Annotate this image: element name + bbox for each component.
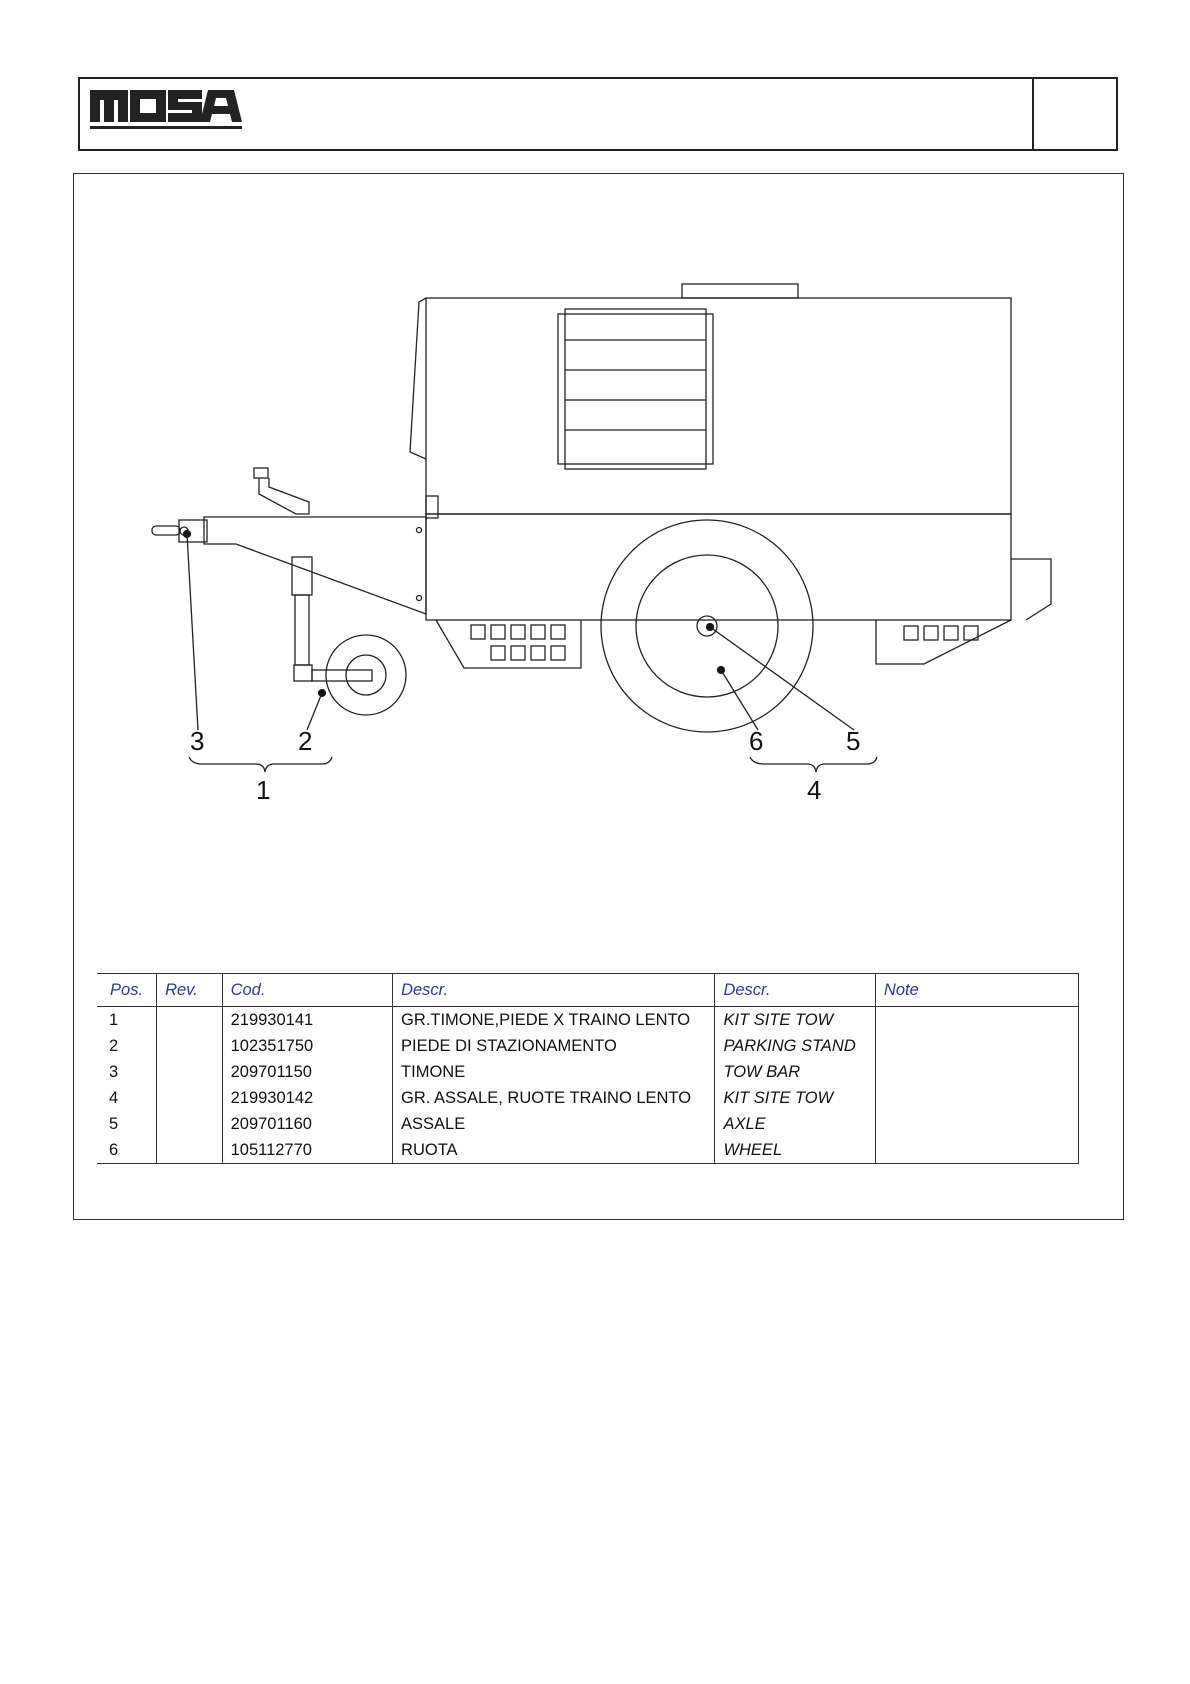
cell-rev bbox=[157, 1007, 223, 1034]
canopy-body bbox=[426, 298, 1011, 514]
cell-pos: 4 bbox=[109, 1088, 119, 1107]
cell-descr-it: RUOTA bbox=[393, 1137, 715, 1164]
header-rev: Rev. bbox=[157, 974, 223, 1007]
front-skid bbox=[436, 620, 581, 668]
cell-descr-en: AXLE bbox=[715, 1111, 875, 1137]
cell-cod: 209701160 bbox=[222, 1111, 392, 1137]
cell-rev bbox=[157, 1111, 223, 1137]
cell-cod: 209701150 bbox=[222, 1059, 392, 1085]
header-descr-en: Descr. bbox=[715, 974, 875, 1007]
trailer-drawing bbox=[74, 174, 1123, 854]
callout-4: 4 bbox=[807, 775, 822, 805]
cell-descr-en: TOW BAR bbox=[715, 1059, 875, 1085]
cell-rev bbox=[157, 1033, 223, 1059]
table-row bbox=[97, 1111, 1079, 1137]
cell-note bbox=[875, 1007, 1078, 1034]
cell-descr-it: GR. ASSALE, RUOTE TRAINO LENTO bbox=[393, 1085, 715, 1111]
cell-descr-it: PIEDE DI STAZIONAMENTO bbox=[393, 1033, 715, 1059]
rear-skid-slots bbox=[904, 626, 978, 640]
louvre-panel bbox=[558, 309, 713, 469]
cell-note bbox=[875, 1137, 1078, 1164]
front-skid-slots bbox=[471, 625, 565, 660]
cell-rev bbox=[157, 1059, 223, 1085]
cell-descr-en: PARKING STAND bbox=[715, 1033, 875, 1059]
callout-3: 3 bbox=[190, 726, 205, 756]
cell-descr-en: WHEEL bbox=[715, 1137, 875, 1164]
jockey-wheel bbox=[326, 635, 406, 715]
header-pos: Pos. bbox=[97, 974, 157, 1007]
table-row bbox=[97, 1007, 1079, 1034]
cell-pos: 6 bbox=[97, 1137, 157, 1164]
cell-descr-en: KIT SITE TOW bbox=[715, 1085, 875, 1111]
table-row bbox=[97, 1059, 1079, 1085]
table-row bbox=[97, 1137, 1079, 1164]
callout-1: 1 bbox=[256, 775, 271, 805]
cell-note bbox=[875, 1085, 1078, 1111]
cell-rev bbox=[157, 1085, 223, 1111]
cell-descr-en: KIT SITE TOW bbox=[715, 1007, 875, 1034]
cell-pos: 2 bbox=[109, 1036, 119, 1055]
brace-4 bbox=[750, 757, 877, 772]
cell-cod: 219930142 bbox=[222, 1085, 392, 1111]
cell-cod: 102351750 bbox=[222, 1033, 392, 1059]
cell-cod: 105112770 bbox=[222, 1137, 392, 1164]
cell-note bbox=[875, 1111, 1078, 1137]
cell-descr-it: TIMONE bbox=[393, 1059, 715, 1085]
header-note: Note bbox=[875, 974, 1078, 1007]
leader-lines bbox=[184, 531, 855, 731]
callout-6: 6 bbox=[749, 726, 764, 756]
exhaust-cap bbox=[682, 284, 798, 298]
cell-descr-it: ASSALE bbox=[393, 1111, 715, 1137]
brace-1 bbox=[189, 757, 332, 772]
front-door bbox=[410, 298, 426, 459]
cell-pos: 3 bbox=[109, 1062, 119, 1081]
cell-note bbox=[875, 1033, 1078, 1059]
chassis-base bbox=[426, 514, 1011, 620]
header-cod: Cod. bbox=[222, 974, 392, 1007]
table-row bbox=[97, 1085, 1079, 1111]
cell-pos: 1 bbox=[109, 1010, 119, 1029]
callout-2: 2 bbox=[298, 726, 313, 756]
parts-table bbox=[97, 973, 1079, 1164]
cell-rev bbox=[157, 1137, 223, 1164]
cell-pos: 5 bbox=[109, 1114, 119, 1133]
header-descr-it: Descr. bbox=[393, 974, 715, 1007]
cell-note bbox=[875, 1059, 1078, 1085]
cell-cod: 219930141 bbox=[222, 1007, 392, 1034]
parking-stand-post bbox=[292, 557, 372, 681]
mosa-logo bbox=[90, 86, 242, 132]
table-header-row bbox=[97, 974, 1079, 1007]
callout-5: 5 bbox=[846, 726, 861, 756]
cell-descr-it: GR.TIMONE,PIEDE X TRAINO LENTO bbox=[393, 1007, 715, 1034]
parking-stand-handle bbox=[254, 468, 309, 514]
header-divider bbox=[1032, 77, 1034, 151]
table-row bbox=[97, 1033, 1079, 1059]
rear-bumper bbox=[1011, 559, 1051, 620]
